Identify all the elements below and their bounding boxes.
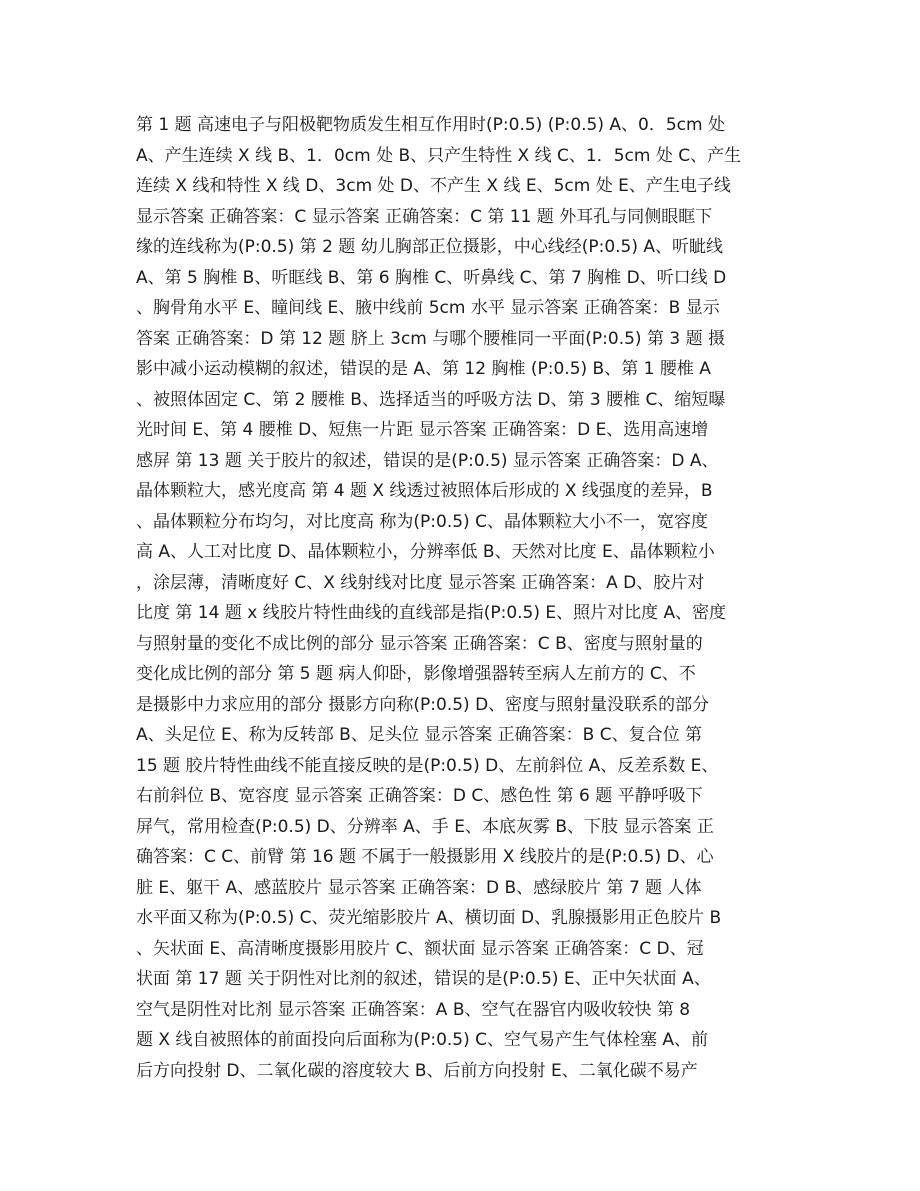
- text-line: 光时间 E、第 4 腰椎 D、短焦一片距 显示答案 正确答案：D E、选用高速增: [136, 420, 709, 440]
- text-line: 比度 第 14 题 x 线胶片特性曲线的直线部是指(P:0.5) E、照片对比度 A、密度: [136, 603, 727, 623]
- text-line: 连续 X 线和特性 X 线 D、3cm 处 D、不产生 X 线 E、5cm 处 E、产生电子线: [136, 176, 731, 196]
- text-line: 是摄影中力求应用的部分 摄影方向称(P:0.5) D、密度与照射量没联系的部分: [136, 694, 710, 715]
- text-line: 、被照体固定 C、第 2 腰椎 B、选择适当的呼吸方法 D、第 3 腰椎 C、缩短曝: [136, 389, 726, 410]
- text-line: 右前斜位 B、宽容度 显示答案 正确答案：D C、感色性 第 6 题 平静呼吸下: [136, 786, 703, 806]
- text-line: 确答案：C C、前臂 第 16 题 不属于一般摄影用 X 线胶片的是(P:0.5) D、心: [136, 847, 714, 867]
- text-line: 、晶体颗粒分布均匀，对比度高 称为(P:0.5) C、晶体颗粒大小不一，宽容度: [136, 511, 708, 532]
- text-line: A、产生连续 X 线 B、1．0cm 处 B、只产生特性 X 线 C、1．5cm 处 C、产生: [136, 145, 742, 166]
- text-line: 脏 E、躯干 A、感蓝胶片 显示答案 正确答案：D B、感绿胶片 第 7 题 人体: [136, 877, 702, 898]
- text-line: 答案 正确答案：D 第 12 题 脐上 3cm 与哪个腰椎同一平面(P:0.5) 第 3 题 摄: [136, 328, 725, 349]
- text-line: 屏气，常用检查(P:0.5) D、分辨率 A、手 E、本底灰雾 B、下肢 显示答案 正: [136, 816, 714, 837]
- text-line: A、第 5 胸椎 B、听眶线 B、第 6 胸椎 C、听鼻线 C、第 7 胸椎 D、听口线 D: [136, 267, 727, 288]
- text-line: 第 1 题 高速电子与阳极靶物质发生相互作用时(P:0.5) (P:0.5) A、0．5cm 处: [136, 115, 725, 135]
- text-line: A、头足位 E、称为反转部 B、足头位 显示答案 正确答案：B C、复合位 第: [136, 725, 702, 745]
- text-line: 、矢状面 E、高清晰度摄影用胶片 C、额状面 显示答案 正确答案：C D、冠: [136, 938, 704, 959]
- text-line: 变化成比例的部分 第 5 题 病人仰卧，影像增强器转至病人左前方的 C、不: [136, 664, 696, 684]
- question-text-block: [136, 110, 786, 1086]
- text-line: 晶体颗粒大，感光度高 第 4 题 X 线透过被照体后形成的 X 线强度的差异，B: [136, 481, 713, 501]
- text-line: 感屏 第 13 题 关于胶片的叙述，错误的是(P:0.5) 显示答案 正确答案：D A、: [136, 450, 719, 471]
- text-line: 缘的连线称为(P:0.5) 第 2 题 幼儿胸部正位摄影，中心线经(P:0.5) A、听眦线: [136, 237, 724, 257]
- text-line: 影中减小运动模糊的叙述，错误的是 A、第 12 胸椎 (P:0.5) B、第 1 腰椎 A: [136, 359, 711, 379]
- text-line: 水平面又称为(P:0.5) C、荧光缩影胶片 A、横切面 D、乳腺摄影用正色胶片 B: [136, 908, 722, 928]
- text-line: 状面 第 17 题 关于阴性对比剂的叙述，错误的是(P:0.5) E、正中矢状面 A、: [136, 969, 711, 989]
- text-line: 空气是阴性对比剂 显示答案 正确答案：A B、空气在器官内吸收较快 第 8: [136, 999, 691, 1020]
- text-line: 后方向投射 D、二氧化碳的溶度较大 B、后前方向投射 E、二氧化碳不易产: [136, 1060, 698, 1081]
- text-line: ，涂层薄，清晰度好 C、X 线射线对比度 显示答案 正确答案：A D、胶片对: [136, 572, 705, 593]
- text-line: 、胸骨角水平 E、瞳间线 E、腋中线前 5cm 水平 显示答案 正确答案：B 显示: [136, 298, 720, 318]
- text-line: 高 A、人工对比度 D、晶体颗粒小，分辨率低 B、天然对比度 E、晶体颗粒小: [136, 542, 715, 562]
- text-line: 显示答案 正确答案：C 显示答案 正确答案：C 第 11 题 外耳孔与同侧眼眶下: [136, 206, 713, 227]
- text-line: 与照射量的变化不成比例的部分 显示答案 正确答案：C B、密度与照射量的: [136, 633, 703, 654]
- text-line: 15 题 胶片特性曲线不能直接反映的是(P:0.5) D、左前斜位 A、反差系数 E、: [136, 755, 719, 776]
- text-line: 题 X 线自被照体的前面投向后面称为(P:0.5) C、空气易产生气体栓塞 A、前: [136, 1030, 709, 1050]
